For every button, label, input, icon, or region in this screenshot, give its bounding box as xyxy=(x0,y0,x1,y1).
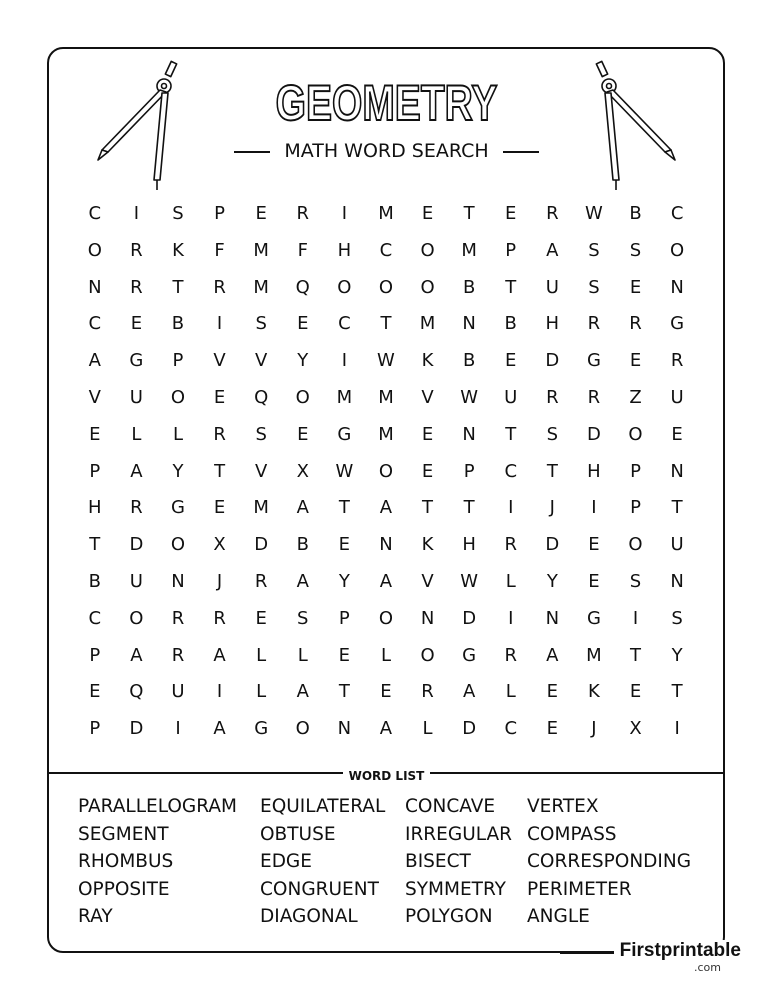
grid-letter: P xyxy=(630,460,641,482)
grid-letter: C xyxy=(88,607,102,629)
grid-letter: E xyxy=(338,644,351,666)
grid-letter: I xyxy=(341,350,348,372)
grid-letter: A xyxy=(213,718,226,740)
grid-letter: A xyxy=(546,644,559,666)
word-list-item: OPPOSITE xyxy=(78,878,170,900)
grid-letter: Y xyxy=(671,644,683,666)
grid-letter: R xyxy=(629,313,642,335)
grid-letter: M xyxy=(253,239,269,261)
grid-letter: A xyxy=(379,570,393,592)
grid-letter: Q xyxy=(295,276,310,298)
grid-letter: E xyxy=(89,681,101,703)
grid-letter: A xyxy=(546,239,559,261)
brand-logo xyxy=(614,940,747,974)
grid-letter: Y xyxy=(297,350,309,372)
grid-letter: R xyxy=(504,644,517,666)
grid-letter: B xyxy=(629,203,642,224)
grid-letter: L xyxy=(505,570,516,592)
grid-letter: R xyxy=(546,386,559,408)
grid-letter: R xyxy=(254,570,268,592)
grid-letter: U xyxy=(129,570,143,592)
word-list-item: VERTEX xyxy=(527,796,599,817)
grid-letter: R xyxy=(504,534,517,556)
grid-letter: M xyxy=(461,239,477,261)
grid-letter: M xyxy=(336,386,353,408)
grid-letter: G xyxy=(254,718,269,740)
grid-letter: G xyxy=(129,350,144,372)
grid-letter: G xyxy=(171,497,185,519)
grid-letter: I xyxy=(216,313,223,335)
grid-letter: R xyxy=(213,607,226,629)
grid-letter: R xyxy=(213,276,226,298)
grid-letter: D xyxy=(462,607,477,629)
grid-letter: S xyxy=(588,276,600,298)
word-list-item: OBTUSE xyxy=(260,823,336,845)
grid-letter: K xyxy=(172,239,184,261)
grid-letter: E xyxy=(255,203,267,224)
grid-letter: T xyxy=(546,460,558,482)
grid-letter: E xyxy=(671,423,683,445)
grid-letter: E xyxy=(546,718,559,740)
grid-letter: C xyxy=(88,313,102,335)
grid-letter: O xyxy=(337,276,352,298)
grid-letter: K xyxy=(588,681,600,703)
word-list-item: RAY xyxy=(78,906,113,927)
grid-letter: O xyxy=(170,386,186,408)
grid-letter: I xyxy=(133,203,140,224)
grid-letter: O xyxy=(420,239,435,261)
grid-letter: X xyxy=(213,534,226,556)
grid-letter: F xyxy=(214,239,225,261)
grid-letter: D xyxy=(254,534,269,556)
grid-letter: L xyxy=(380,644,391,666)
grid-letter: A xyxy=(296,497,309,519)
grid-letter: E xyxy=(546,681,559,703)
grid-letter: N xyxy=(462,423,476,445)
grid-letter: T xyxy=(172,276,184,298)
grid-letter: Y xyxy=(172,460,184,482)
grid-letter: M xyxy=(419,313,436,335)
grid-letter: I xyxy=(632,607,639,629)
grid-letter: M xyxy=(253,497,269,519)
grid-letter: T xyxy=(463,203,475,224)
grid-letter: C xyxy=(379,239,393,261)
grid-letter: L xyxy=(131,423,142,445)
grid-letter: O xyxy=(670,239,685,261)
grid-letter: P xyxy=(630,497,641,519)
grid-letter: L xyxy=(172,423,183,445)
grid-letter: R xyxy=(670,350,684,372)
word-list-item: EQUILATERAL xyxy=(260,796,386,817)
grid-letter: N xyxy=(670,570,684,592)
grid-letter: E xyxy=(505,203,517,224)
grid-letter: E xyxy=(421,203,434,224)
grid-letter: P xyxy=(338,607,350,629)
word-list-item: CONGRUENT xyxy=(260,878,379,900)
grid-letter: R xyxy=(546,203,559,224)
grid-letter: B xyxy=(171,313,185,335)
grid-letter: L xyxy=(297,644,308,666)
grid-letter: W xyxy=(335,460,354,482)
grid-letter: Q xyxy=(129,681,144,703)
grid-letter: E xyxy=(130,313,143,335)
word-list-item: POLYGON xyxy=(405,906,493,927)
grid-letter: A xyxy=(213,644,226,666)
grid-letter: T xyxy=(671,681,683,703)
grid-letter: V xyxy=(88,386,101,408)
grid-letter: D xyxy=(129,718,144,740)
grid-letter: H xyxy=(545,313,560,335)
grid-letter: M xyxy=(378,203,394,224)
grid-letter: U xyxy=(670,386,684,408)
word-list-item: COMPASS xyxy=(527,823,617,845)
grid-letter: O xyxy=(378,276,394,298)
grid-letter: E xyxy=(380,681,392,703)
grid-letter: E xyxy=(338,534,351,556)
grid-letter: N xyxy=(462,313,476,335)
grid-letter: W xyxy=(585,203,603,224)
grid-letter: H xyxy=(462,534,476,556)
grid-letter: A xyxy=(462,681,476,703)
grid-letter: L xyxy=(256,681,267,703)
grid-letter: W xyxy=(377,350,395,372)
grid-letter: V xyxy=(213,350,226,372)
grid-letter: D xyxy=(545,350,560,372)
grid-letter: S xyxy=(546,423,559,445)
grid-letter: E xyxy=(421,423,434,445)
grid-letter: O xyxy=(87,239,102,261)
grid-letter: H xyxy=(337,239,352,261)
grid-letter: Q xyxy=(254,386,269,408)
grid-letter: U xyxy=(545,276,559,298)
grid-letter: R xyxy=(171,607,185,629)
grid-letter: E xyxy=(297,313,309,335)
grid-letter: M xyxy=(586,644,602,666)
grid-letter: U xyxy=(171,681,185,703)
grid-letter: S xyxy=(629,239,642,261)
grid-letter: D xyxy=(545,534,560,556)
grid-letter: P xyxy=(463,460,475,482)
word-list-item: SEGMENT xyxy=(78,823,169,845)
word-list-item: BISECT xyxy=(405,851,471,872)
grid-letter: E xyxy=(588,534,600,556)
grid-letter: V xyxy=(421,570,434,592)
grid-letter: V xyxy=(255,350,268,372)
word-list-item: DIAGONAL xyxy=(260,906,358,927)
grid-letter: G xyxy=(462,644,477,666)
grid-letter: T xyxy=(338,497,350,519)
grid-letter: K xyxy=(421,350,434,372)
grid-letter: U xyxy=(504,386,518,408)
grid-letter: I xyxy=(591,497,597,519)
grid-letter: N xyxy=(670,276,684,298)
grid-letter: G xyxy=(337,423,352,445)
grid-letter: E xyxy=(297,423,309,445)
grid-letter: R xyxy=(213,423,226,445)
grid-letter: I xyxy=(674,718,680,740)
grid-letter: M xyxy=(253,276,269,298)
grid-letter: J xyxy=(549,497,555,519)
grid-letter: R xyxy=(130,497,143,519)
grid-letter: H xyxy=(88,497,102,519)
grid-letter: G xyxy=(670,313,685,335)
grid-letter: S xyxy=(255,423,267,445)
subtitle-text: MATH WORD SEARCH xyxy=(284,140,489,162)
grid-letter: V xyxy=(255,460,268,482)
grid-letter: E xyxy=(505,350,517,372)
grid-letter: S xyxy=(629,570,642,592)
grid-letter: O xyxy=(628,423,643,445)
grid-letter: P xyxy=(505,239,517,261)
grid-letter: N xyxy=(545,607,560,629)
grid-letter: P xyxy=(172,350,184,372)
brand-domain: .com xyxy=(694,961,721,974)
grid-letter: W xyxy=(460,386,479,408)
grid-letter: S xyxy=(172,203,184,224)
grid-letter: N xyxy=(670,460,684,482)
grid-letter: I xyxy=(216,681,223,703)
grid-letter: P xyxy=(214,203,225,224)
grid-letter: L xyxy=(256,644,267,666)
grid-letter: S xyxy=(588,239,600,261)
grid-letter: R xyxy=(296,203,310,224)
grid-letter: E xyxy=(89,423,101,445)
grid-letter: B xyxy=(88,570,101,592)
word-list-label: WORD LIST xyxy=(343,769,431,783)
grid-letter: E xyxy=(588,570,600,592)
grid-letter: C xyxy=(504,460,518,482)
page-subtitle xyxy=(0,140,773,162)
grid-letter: A xyxy=(88,350,101,372)
grid-letter: Y xyxy=(338,570,350,592)
grid-letter: O xyxy=(628,534,643,556)
grid-letter: O xyxy=(378,607,394,629)
grid-letter: T xyxy=(630,644,642,666)
word-list xyxy=(78,796,707,934)
word-list-item: ANGLE xyxy=(527,906,590,927)
word-list-item: PARALLELOGRAM xyxy=(78,796,237,817)
word-list-item: IRREGULAR xyxy=(405,823,512,845)
grid-letter: D xyxy=(586,423,601,445)
grid-letter: T xyxy=(214,460,226,482)
grid-letter: I xyxy=(508,497,514,519)
word-list-item: PERIMETER xyxy=(527,878,632,900)
grid-letter: T xyxy=(380,313,392,335)
grid-letter: E xyxy=(255,607,267,629)
letter-grid xyxy=(74,198,698,750)
grid-letter: T xyxy=(89,534,101,556)
grid-letter: K xyxy=(421,534,434,556)
grid-letter: C xyxy=(504,718,518,740)
grid-letter: B xyxy=(296,534,309,556)
grid-letter: E xyxy=(629,350,642,372)
grid-letter: B xyxy=(462,350,476,372)
grid-letter: N xyxy=(88,276,102,298)
grid-letter: A xyxy=(296,681,309,703)
grid-letter: D xyxy=(462,718,477,740)
grid-letter: E xyxy=(213,386,226,408)
grid-letter: A xyxy=(379,718,393,740)
grid-letter: T xyxy=(505,423,517,445)
grid-letter: T xyxy=(338,681,350,703)
grid-letter: E xyxy=(629,276,642,298)
brand-name: Firstprintable xyxy=(614,940,747,961)
grid-letter: S xyxy=(255,313,267,335)
grid-letter: L xyxy=(505,681,516,703)
divider xyxy=(503,151,539,153)
grid-letter: S xyxy=(671,607,683,629)
grid-letter: G xyxy=(586,350,601,372)
word-list-item: SYMMETRY xyxy=(405,878,506,900)
grid-letter: N xyxy=(379,534,393,556)
grid-letter: A xyxy=(130,644,143,666)
grid-letter: N xyxy=(420,607,435,629)
grid-letter: I xyxy=(341,203,348,224)
grid-letter: T xyxy=(671,497,683,519)
word-list-item: CONCAVE xyxy=(405,796,496,817)
grid-letter: O xyxy=(295,386,310,408)
grid-letter: O xyxy=(378,460,394,482)
grid-letter: O xyxy=(170,534,186,556)
grid-letter: O xyxy=(420,276,435,298)
grid-letter: H xyxy=(587,460,601,482)
grid-letter: B xyxy=(504,313,517,335)
grid-letter: X xyxy=(296,460,309,482)
word-list-heading xyxy=(0,765,773,784)
grid-letter: Y xyxy=(546,570,558,592)
grid-letter: O xyxy=(129,607,144,629)
grid-letter: N xyxy=(171,570,185,592)
grid-letter: P xyxy=(89,644,101,666)
grid-letter: J xyxy=(216,570,223,592)
grid-letter: U xyxy=(670,534,684,556)
grid-letter: S xyxy=(297,607,309,629)
grid-letter: A xyxy=(379,497,393,519)
grid-letter: M xyxy=(378,386,394,408)
grid-letter: D xyxy=(129,534,144,556)
grid-letter: T xyxy=(422,497,434,519)
grid-letter: C xyxy=(670,203,684,224)
grid-letter: T xyxy=(463,497,475,519)
grid-letter: J xyxy=(591,718,597,740)
grid-letter: F xyxy=(297,239,308,261)
grid-letter: Z xyxy=(629,386,642,408)
grid-letter: O xyxy=(295,718,310,740)
grid-letter: R xyxy=(587,313,601,335)
grid-letter: P xyxy=(89,460,101,482)
grid-letter: T xyxy=(505,276,517,298)
grid-letter: X xyxy=(629,718,642,740)
grid-letter: C xyxy=(338,313,351,335)
grid-letter: A xyxy=(296,570,309,592)
grid-letter: E xyxy=(213,497,226,519)
grid-letter: G xyxy=(586,607,601,629)
word-list-item: EDGE xyxy=(260,851,312,872)
grid-letter: W xyxy=(460,570,479,592)
grid-letter: R xyxy=(130,239,143,261)
word-list-item: RHOMBUS xyxy=(78,851,174,872)
grid-letter: C xyxy=(88,203,102,224)
grid-letter: E xyxy=(421,460,434,482)
grid-letter: O xyxy=(420,644,435,666)
grid-letter: A xyxy=(130,460,143,482)
grid-letter: L xyxy=(422,718,433,740)
grid-letter: V xyxy=(421,386,434,408)
grid-letter: E xyxy=(629,681,642,703)
grid-letter: M xyxy=(378,423,394,445)
grid-letter: I xyxy=(508,607,514,629)
divider xyxy=(234,151,270,153)
grid-letter: U xyxy=(129,386,143,408)
grid-letter: R xyxy=(587,386,601,408)
word-list-item: CORRESPONDING xyxy=(527,851,692,872)
grid-letter: B xyxy=(462,276,476,298)
page-title: GEOMETRY xyxy=(275,75,498,131)
grid-letter: R xyxy=(421,681,434,703)
grid-letter: N xyxy=(337,718,352,740)
grid-letter: R xyxy=(130,276,143,298)
grid-letter: R xyxy=(171,644,185,666)
grid-letter: I xyxy=(175,718,181,740)
grid-letter: P xyxy=(89,718,101,740)
